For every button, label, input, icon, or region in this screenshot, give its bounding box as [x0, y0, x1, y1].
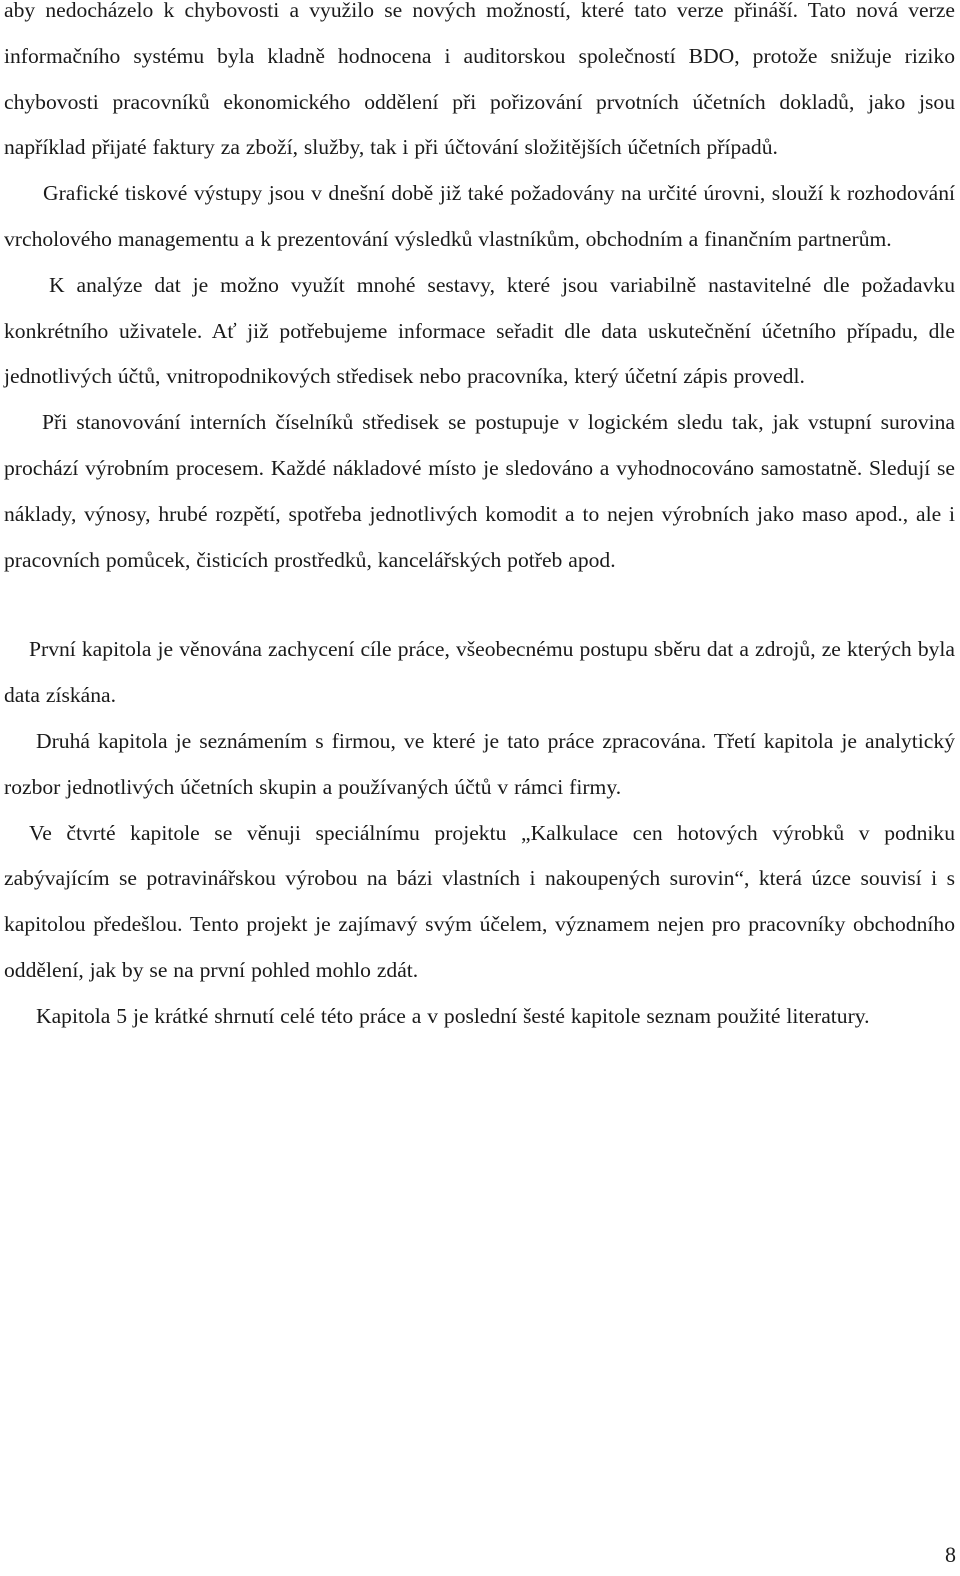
document-body	[4, 0, 955, 1040]
paragraph-intro-continuation: aby nedocházelo k chybovosti a využilo se nových možností, které tato verze přináší. Tato nová verze informačního systému byla kladně hodnocena i auditorskou společností BDO, protože snižuje riziko chybovosti pracovníků ekonomického oddělení při pořizování prvotních účetních dokladů, jako jsou například přijaté faktury za zboží, služby, tak i při účtování složitějších účetních případů.	[4, 0, 955, 160]
section-gap	[4, 583, 955, 627]
paragraph-cost-centers: Při stanovování interních číselníků středisek se postupuje v logickém sledu tak, jak vstupní surovina prochází výrobním procesem. Každé nákladové místo je sledováno a vyhodnocováno samostatně. Sledují se náklady, výnosy, hrubé rozpětí, spotřeba jednotlivých komodit a to nejen výrobních jako maso apod., ale i pracovních pomůcek, čisticích prostředků, kancelářských potřeb apod.	[4, 410, 955, 572]
paragraph-chapter-five: Kapitola 5 je krátké shrnutí celé této práce a v poslední šesté kapitole seznam použité literatury.	[36, 1003, 870, 1028]
paragraph-chapter-four: Ve čtvrté kapitole se věnuji speciálnímu projektu „Kalkulace cen hotových výrobků v podniku zabývajícím se potravinářskou výrobou na bázi vlastních i nakoupených surovin“, která úzce souvisí i s kapitolou předešlou. Tento projekt je zajímavý svým účelem, významem nejen pro pracovníky obchodního oddělení, jak by se na první pohled mohlo zdát.	[4, 820, 955, 982]
page-number: 8	[945, 1542, 956, 1567]
paragraph-data-analysis: K analýze dat je možno využít mnohé sestavy, které jsou variabilně nastavitelné dle požadavku konkrétního uživatele. Ať již potřebujeme informace seřadit dle data uskutečnění účetního případu, dle jednotlivých účtů, vnitropodnikových středisek nebo pracovníka, který účetní zápis provedl.	[4, 272, 955, 389]
paragraph-chapter-one: První kapitola je věnována zachycení cíle práce, všeobecnému postupu sběru dat a zdrojů, ze kterých byla data získána.	[4, 637, 955, 708]
paragraph-chapter-two-three: Druhá kapitola je seznámením s firmou, ve které je tato práce zpracována. Třetí kapitola je analytický rozbor jednotlivých účetních skupin a používaných účtů v rámci firmy.	[4, 728, 955, 799]
paragraph-graphic-outputs: Grafické tiskové výstupy jsou v dnešní době již také požadovány na určité úrovni, slouží k rozhodování vrcholového managementu a k prezentování výsledků vlastníkům, obchodním a finančním partnerům.	[4, 181, 955, 251]
